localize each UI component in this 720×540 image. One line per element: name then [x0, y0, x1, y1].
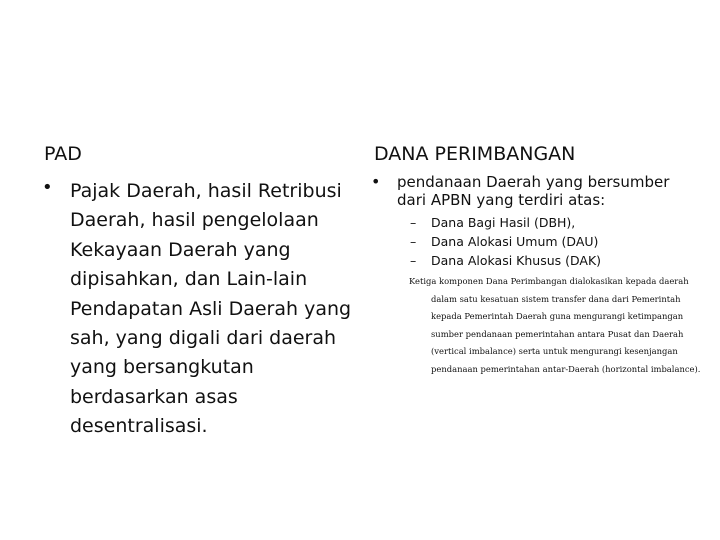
dash-icon: –: [410, 234, 417, 249]
dash-icon: –: [410, 253, 417, 268]
list-item: [410, 251, 690, 270]
bullet-dot-icon: •: [42, 177, 53, 198]
bullet-dot-icon: •: [371, 172, 381, 191]
dana-perimbangan-heading: DANA PERIMBANGAN: [374, 143, 576, 165]
list-item-label: Dana Bagi Hasil (DBH),: [431, 215, 576, 230]
list-item-label: Dana Alokasi Umum (DAU): [431, 234, 599, 249]
dash-icon: –: [410, 215, 417, 230]
list-item: [410, 232, 690, 251]
dana-perimbangan-description: pendanaan Daerah yang bersumber dari APBN yang terdiri atas:: [397, 173, 670, 209]
pad-description: Pajak Daerah, hasil Retribusi Daerah, hasil pengelolaan Kekayaan Daerah yang dipisahkan, dan Lain-lain Pendapatan Asli Daerah yang sah, yang digali dari daerah yang bersangkutan berdasarkan asas desentralisasi.: [70, 180, 352, 438]
allocation-note: Ketiga komponen Dana Perimbangan dialokasikan kepada daerah dalam satu kesatuan sistem transfer dana dari Pemerintah kepada Pemerintah Daerah guna mengurangi ketimpangan sumber pendanaan pemerintahan antara Pusat dan Daerah (vertical imbalance) serta untuk mengurangi kesenjangan pendanaan pemerintahan antar-Daerah (horizontal imbalance).: [409, 276, 701, 374]
list-item-label: Dana Alokasi Khusus (DAK): [431, 253, 602, 268]
pad-heading: PAD: [44, 143, 82, 165]
list-item: [410, 213, 690, 232]
dana-perimbangan-components: [410, 213, 690, 270]
